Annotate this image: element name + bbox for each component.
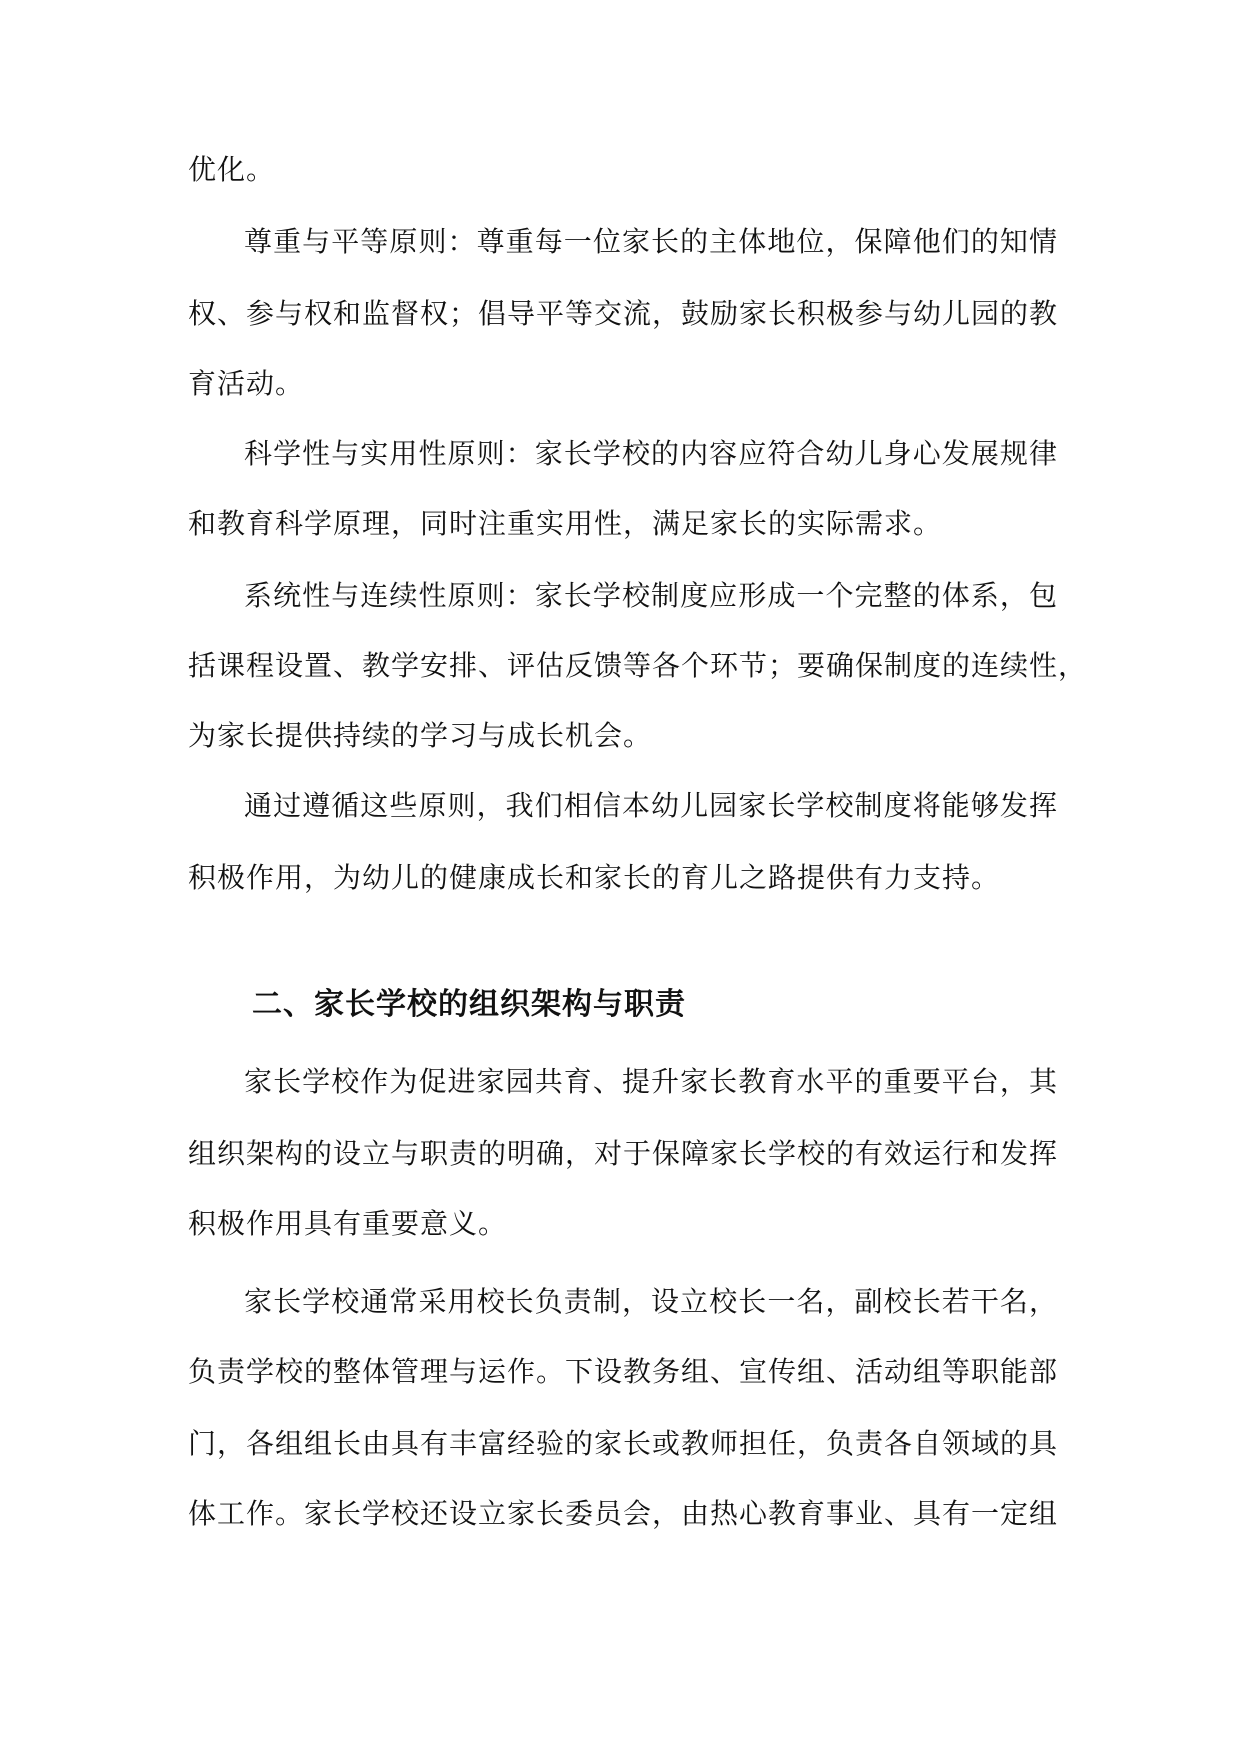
section-heading: 二、家长学校的组织架构与职责 [252,987,686,1022]
paragraph-line: 和教育科学原理，同时注重实用性，满足家长的实际需求。 [188,507,943,540]
paragraph-line: 积极作用具有重要意义。 [188,1207,508,1240]
paragraph-line: 通过遵循这些原则，我们相信本幼儿园家长学校制度将能够发挥 [244,789,1058,822]
paragraph-line: 系统性与连续性原则：家长学校制度应形成一个完整的体系，包 [244,579,1058,612]
paragraph-line: 权、参与权和监督权；倡导平等交流，鼓励家长积极参与幼儿园的教 [188,297,1059,330]
paragraph-line: 体工作。家长学校还设立家长委员会，由热心教育事业、具有一定组 [188,1497,1059,1530]
paragraph-line: 育活动。 [188,367,305,400]
paragraph-line: 为家长提供持续的学习与成长机会。 [188,719,653,752]
paragraph-line: 家长学校作为促进家园共育、提升家长教育水平的重要平台，其 [244,1065,1058,1098]
paragraph-line: 门，各组组长由具有丰富经验的家长或教师担任，负责各自领域的具 [188,1427,1059,1460]
paragraph-line: 家长学校通常采用校长负责制，设立校长一名，副校长若干名， [244,1285,1058,1318]
paragraph-line: 优化。 [188,153,276,186]
paragraph-line: 负责学校的整体管理与运作。下设教务组、宣传组、活动组等职能部 [188,1355,1059,1388]
paragraph-line: 组织架构的设立与职责的明确，对于保障家长学校的有效运行和发挥 [188,1137,1059,1170]
paragraph-line: 积极作用，为幼儿的健康成长和家长的育儿之路提供有力支持。 [188,861,1001,894]
paragraph-line: 尊重与平等原则：尊重每一位家长的主体地位，保障他们的知情 [244,225,1058,258]
paragraph-line: 科学性与实用性原则：家长学校的内容应符合幼儿身心发展规律 [244,437,1058,470]
paragraph-line: 括课程设置、教学安排、评估反馈等各个环节；要确保制度的连续性， [188,649,1088,682]
